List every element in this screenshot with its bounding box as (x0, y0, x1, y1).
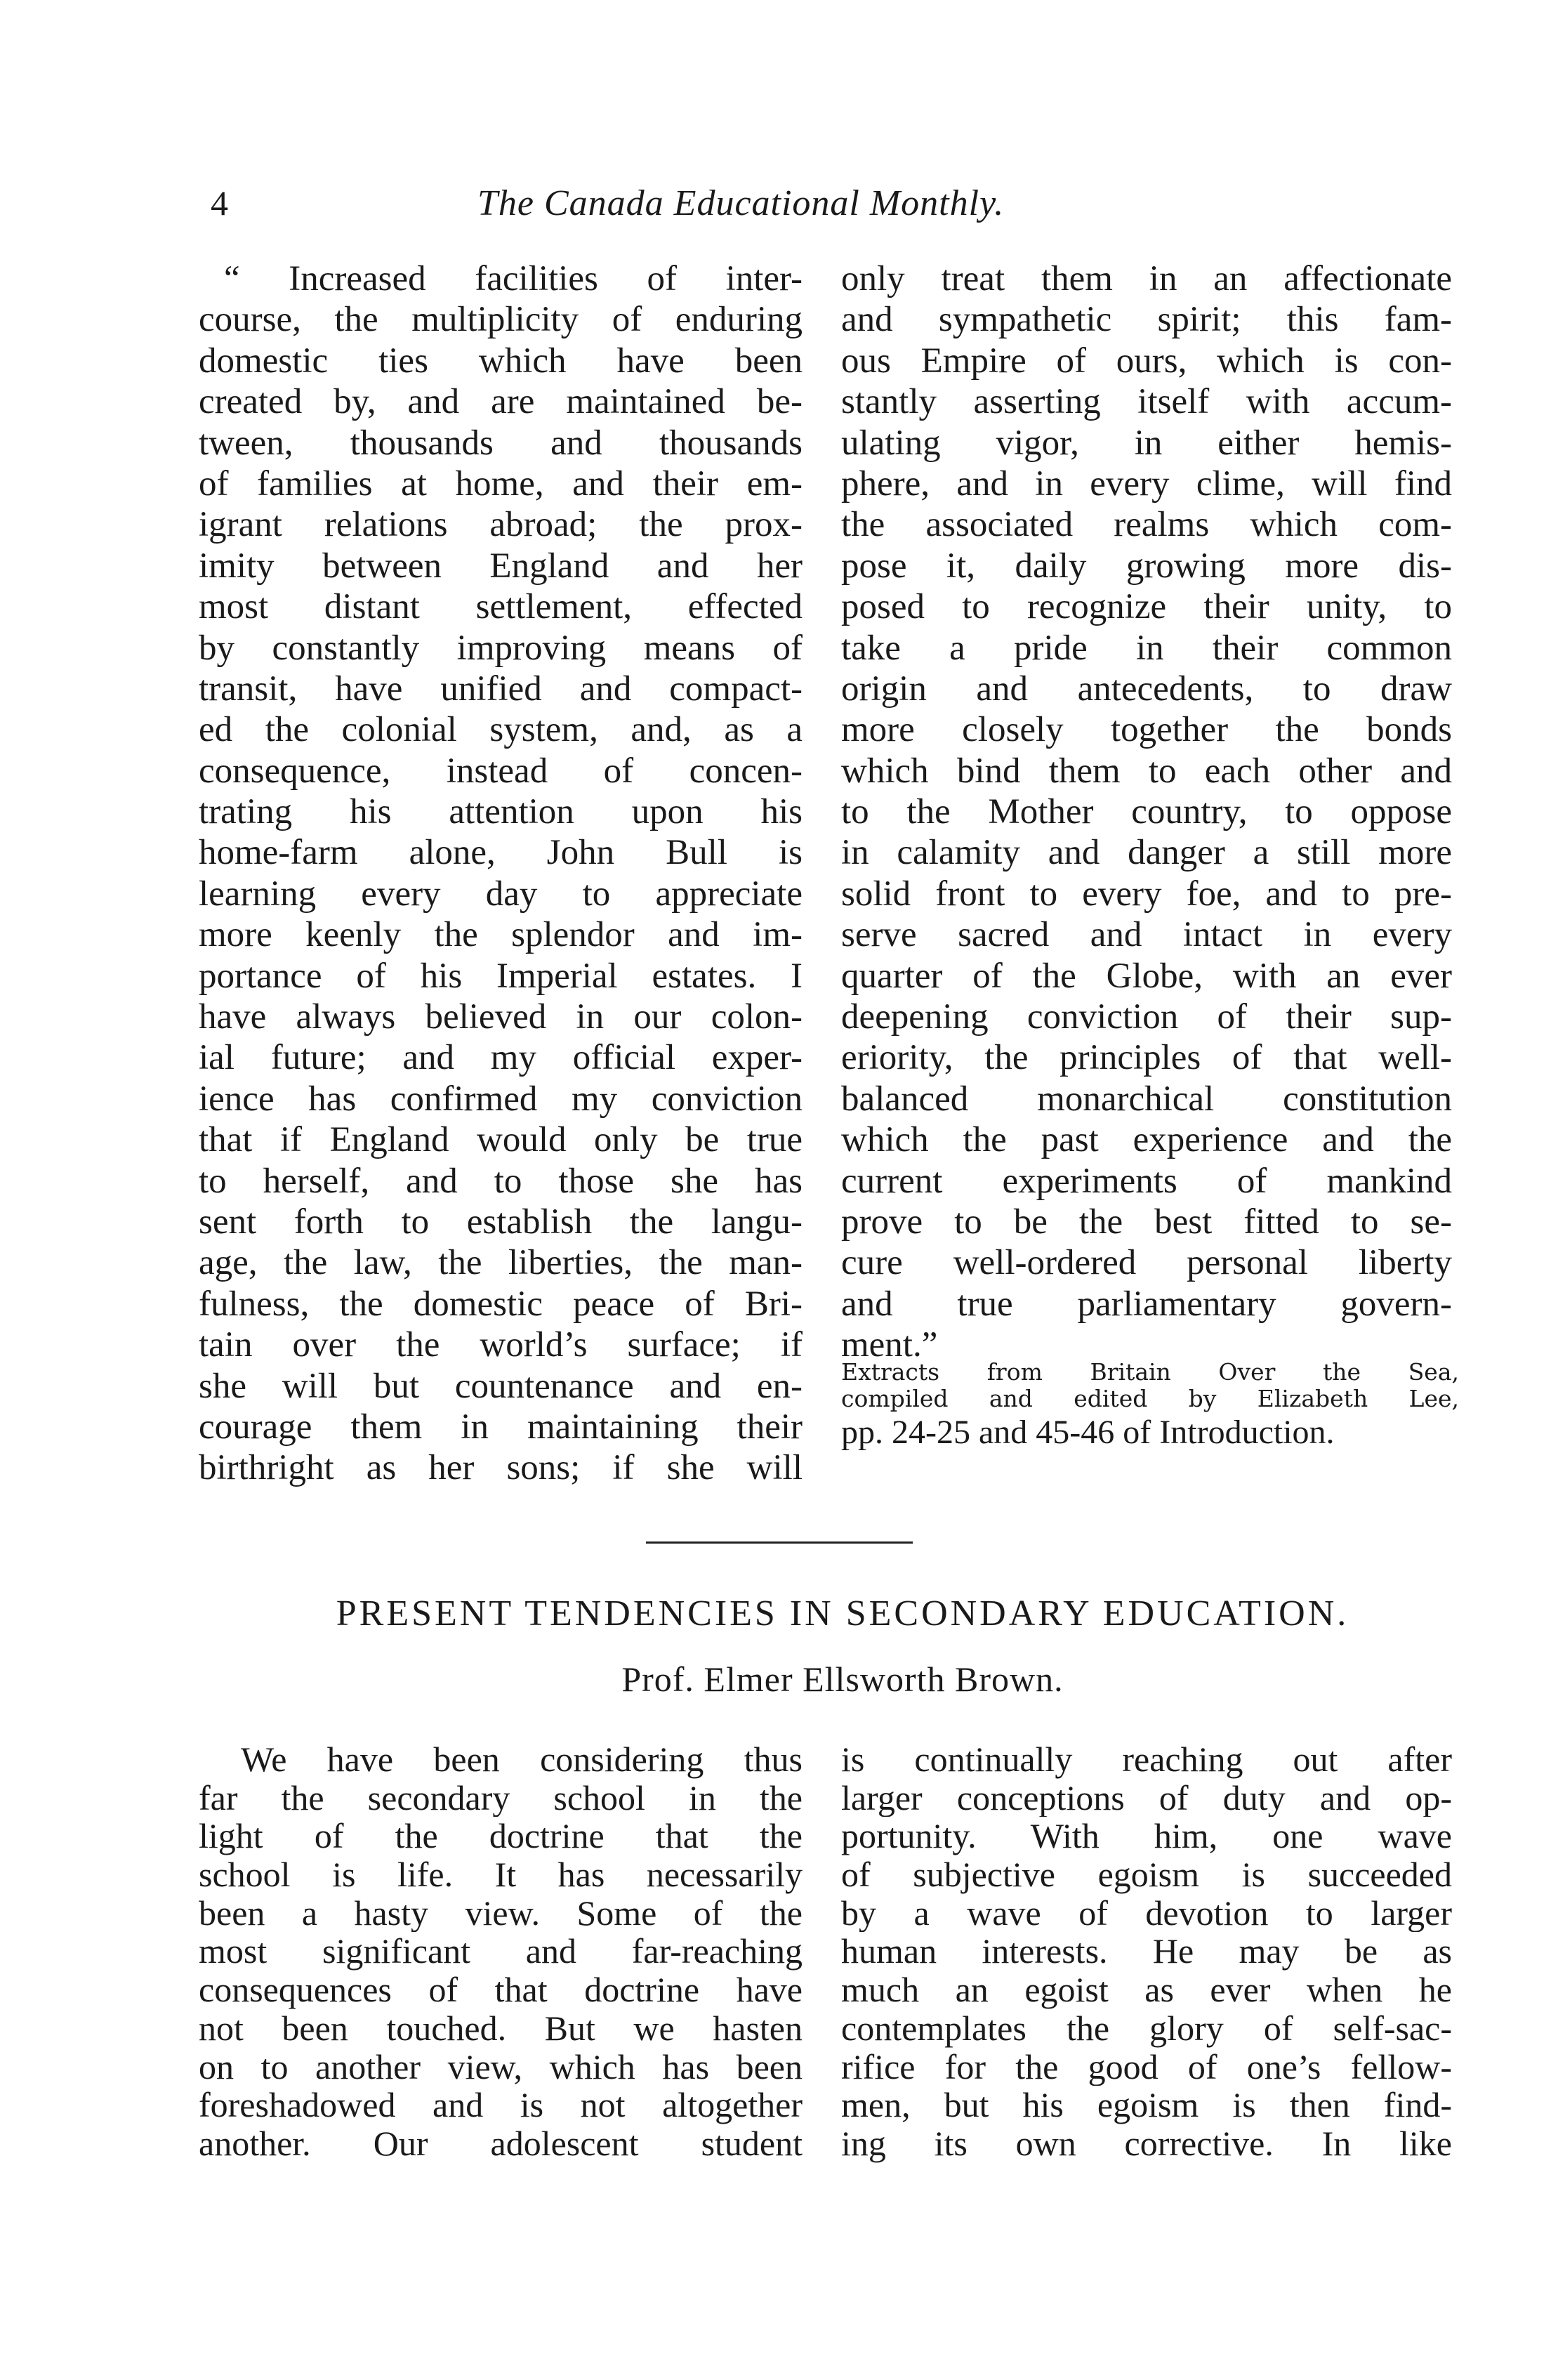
text-line: that if England would only be true (199, 1120, 803, 1160)
text-line: posed to recognize their unity, to (841, 587, 1452, 627)
text-line: sent forth to establish the langu- (199, 1202, 803, 1242)
text-line: far the secondary school in the (199, 1778, 803, 1817)
text-line: much an egoist as ever when he (841, 1971, 1452, 2009)
citation-line: compiled and edited by Elizabeth Lee, (841, 1386, 1459, 1412)
text-line: ous Empire of ours, which is con- (841, 341, 1452, 381)
text-line: ience has confirmed my conviction (199, 1079, 803, 1119)
text-line: more closely together the bonds (841, 710, 1452, 750)
section-divider (646, 1541, 913, 1544)
text-line: another. Our adolescent student (199, 2124, 803, 2163)
text-line: stantly asserting itself with accum- (841, 382, 1452, 422)
text-line: serve sacred and intact in every (841, 915, 1452, 955)
text-line: of families at home, and their em- (199, 463, 803, 504)
text-line: fulness, the domestic peace of Bri- (199, 1284, 803, 1324)
text-line: most distant settlement, effected (199, 587, 803, 627)
text-line: courage them in maintaining their (199, 1407, 803, 1447)
text-line: light of the doctrine that the (199, 1817, 803, 1856)
text-line: is continually reaching out after (841, 1740, 1452, 1779)
page-header (211, 183, 1474, 239)
text-line: tween, thousands and thousands (199, 423, 803, 463)
text-line: origin and antecedents, to draw (841, 669, 1452, 709)
text-line: the associated realms which com- (841, 505, 1452, 545)
article-title: PRESENT TENDENCIES IN SECONDARY EDUCATION. (336, 1593, 1349, 1633)
text-line: prove to be the best fitted to se- (841, 1202, 1452, 1242)
text-line: ial future; and my official exper- (199, 1038, 803, 1078)
text-line: cure well-ordered personal liberty (841, 1243, 1452, 1283)
text-line: men, but his egoism is then find- (841, 2086, 1452, 2124)
text-line: school is life. It has necessarily (199, 1855, 803, 1894)
text-line: and true parliamentary govern- (841, 1284, 1452, 1324)
page-number: 4 (211, 183, 228, 223)
text-line: take a pride in their common (841, 628, 1452, 668)
top-right-column (841, 258, 1452, 1366)
text-line: of subjective egoism is succeeded (841, 1855, 1452, 1894)
text-line: current experiments of mankind (841, 1161, 1452, 1201)
text-line: on to another view, which has been (199, 2047, 803, 2086)
article-byline: Prof. Elmer Ellsworth Brown. (621, 1659, 1064, 1699)
text-line: contemplates the glory of self-sac- (841, 2008, 1452, 2048)
text-line: ulating vigor, in either hemis- (841, 423, 1452, 463)
text-line: learning every day to appreciate (199, 874, 803, 914)
text-line: trating his attention upon his (199, 792, 803, 832)
text-line: not been touched. But we hasten (199, 2008, 803, 2048)
text-line: balanced monarchical constitution (841, 1079, 1452, 1119)
bottom-left-column (199, 1740, 803, 2163)
bottom-right-column (841, 1740, 1452, 2163)
text-line: to herself, and to those she has (199, 1161, 803, 1201)
text-line: by constantly improving means of (199, 628, 803, 668)
text-line: domestic ties which have been (199, 341, 803, 381)
text-line: most significant and far-reaching (199, 1932, 803, 1971)
text-line: imity between England and her (199, 546, 803, 586)
text-line: by a wave of devotion to larger (841, 1893, 1452, 1933)
text-line: home-farm alone, John Bull is (199, 833, 803, 873)
text-line: course, the multiplicity of enduring (199, 300, 803, 340)
text-line: transit, have unified and compact- (199, 669, 803, 709)
text-line: consequences of that doctrine have (199, 1971, 803, 2009)
text-line: ment.” (841, 1325, 938, 1365)
text-line: We have been considering thus (241, 1740, 803, 1779)
text-line: eriority, the principles of that well- (841, 1038, 1452, 1078)
text-line: to the Mother country, to oppose (841, 792, 1452, 832)
text-line: she will but countenance and en- (199, 1366, 803, 1406)
text-line: which the past experience and the (841, 1120, 1452, 1160)
citation-line: Extracts from Britain Over the Sea, (841, 1359, 1459, 1386)
text-line: been a hasty view. Some of the (199, 1893, 803, 1933)
text-line: phere, and in every clime, will find (841, 463, 1452, 504)
text-line: quarter of the Globe, with an ever (841, 956, 1452, 996)
text-line: have always believed in our colon- (199, 997, 803, 1037)
top-left-column (199, 258, 803, 1489)
source-citation (841, 1359, 1459, 1453)
text-line: and sympathetic spirit; this fam- (841, 300, 1452, 340)
text-line: more keenly the splendor and im- (199, 915, 803, 955)
text-line: igrant relations abroad; the prox- (199, 505, 803, 545)
text-line: age, the law, the liberties, the man- (199, 1243, 803, 1283)
text-line: only treat them in an affectionate (841, 259, 1452, 298)
text-line: foreshadowed and is not altogether (199, 2086, 803, 2124)
text-line: consequence, instead of concen- (199, 751, 803, 791)
citation-pages: pp. 24-25 and 45-46 of Introduction. (841, 1414, 1335, 1451)
text-line: tain over the world’s surface; if (199, 1325, 803, 1365)
text-line: which bind them to each other and (841, 751, 1452, 791)
text-line: “ Increased facilities of inter- (224, 259, 803, 298)
text-line: solid front to every foe, and to pre- (841, 874, 1452, 914)
text-line: larger conceptions of duty and op- (841, 1778, 1452, 1817)
text-line: portance of his Imperial estates. I (199, 956, 803, 996)
text-line: ing its own corrective. In like (841, 2124, 1452, 2163)
text-line: in calamity and danger a still more (841, 833, 1452, 873)
text-line: human interests. He may be as (841, 1932, 1452, 1971)
text-line: created by, and are maintained be- (199, 382, 803, 422)
running-title: The Canada Educational Monthly. (477, 183, 1005, 223)
text-line: rifice for the good of one’s fellow- (841, 2047, 1452, 2086)
text-line: portunity. With him, one wave (841, 1817, 1452, 1856)
text-line: pose it, daily growing more dis- (841, 546, 1452, 586)
text-line: ed the colonial system, and, as a (199, 710, 803, 750)
text-line: birthright as her sons; if she will (199, 1448, 803, 1488)
text-line: deepening conviction of their sup- (841, 997, 1452, 1037)
